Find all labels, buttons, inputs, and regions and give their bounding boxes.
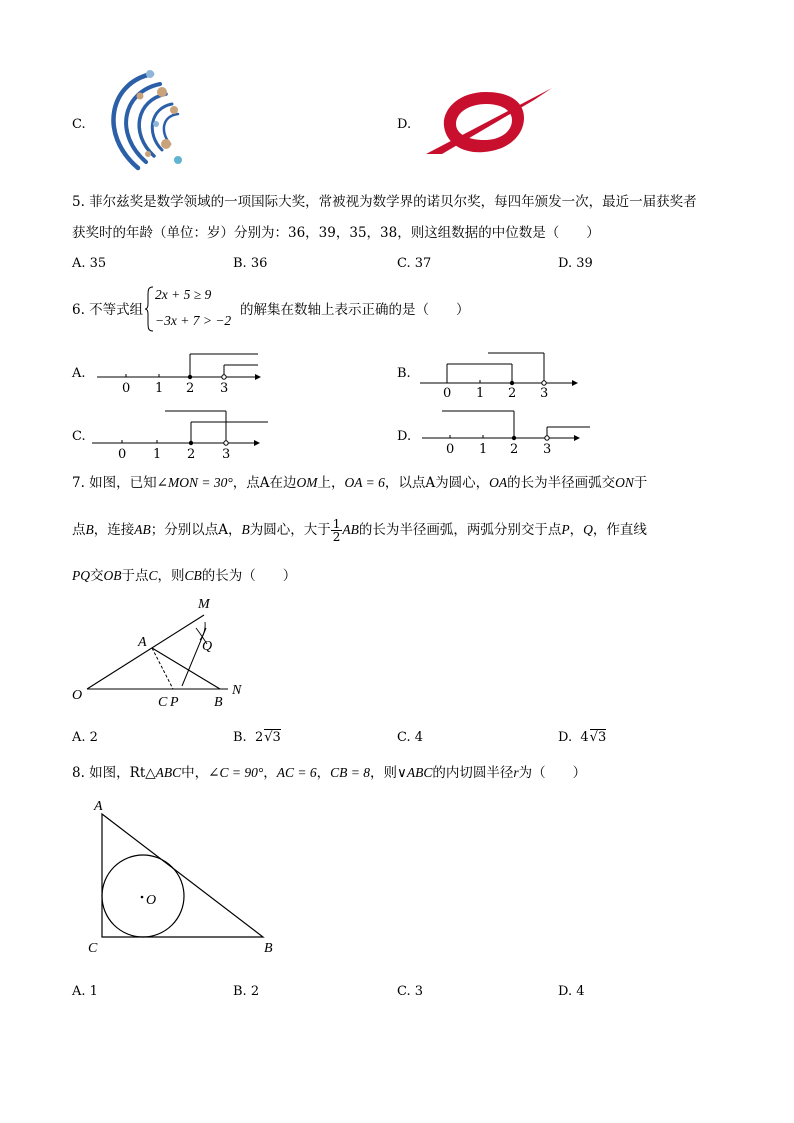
q7-fig-label-a: A — [138, 635, 147, 650]
q8-fig-label-o: O — [146, 893, 157, 908]
q6-option-d-label: D. — [397, 429, 412, 444]
q7-option-b: B. 2√3 — [233, 730, 281, 745]
q6-d-tick-3: 3 — [543, 442, 552, 457]
q7-fraction-half: $\frac{1}{2}$ — [332, 517, 341, 544]
q6-c-tick-1: 1 — [153, 447, 162, 462]
q6-c-tick-0: 0 — [118, 447, 127, 462]
q6-text-prefix: 6. 不等式组 — [72, 302, 144, 318]
q6-inequality-1: 2x + 5 ≥ 9 — [155, 287, 212, 302]
q7-fig-label-p: P — [170, 695, 179, 710]
q6-b-tick-0: 0 — [443, 386, 452, 401]
q7-option-a: A. 2 — [72, 730, 98, 745]
q8-option-c: C. 3 — [397, 984, 424, 999]
q8-option-a: A. 1 — [72, 984, 98, 999]
q6-d-tick-2: 2 — [510, 442, 519, 457]
q6-b-tick-1: 1 — [476, 386, 485, 401]
q7-fig-label-b: B — [214, 695, 223, 710]
q8-option-d: D. 4 — [558, 984, 585, 999]
q8-fig-label-a: A — [94, 799, 103, 814]
q6-a-tick-3: 3 — [220, 381, 229, 396]
q7-fig-label-o: O — [72, 688, 83, 703]
q6-c-tick-2: 2 — [187, 447, 196, 462]
q6-b-tick-3: 3 — [540, 386, 549, 401]
q6-system-brace — [144, 286, 154, 332]
q7-geometry-figure — [68, 592, 258, 714]
q4-option-d-label: D. — [397, 117, 412, 132]
q6-option-a-number-line — [95, 352, 265, 392]
q4-logo-c-image — [92, 64, 208, 180]
q8-fig-label-b: B — [264, 941, 273, 956]
q6-text-suffix: 的解集在数轴上表示正确的是（ ） — [240, 302, 470, 318]
q6-option-b-label: B. — [397, 366, 411, 381]
q8-text-line: 8. 如图，Rt△ABC中，∠C = 90°，AC = 6，CB = 8，则∨ABC的内切圆半径r为（ ） — [72, 765, 587, 781]
q7-fig-label-m: M — [198, 597, 210, 612]
q7-text-line2: 点B，连接AB；分别以点A，B为圆心，大于 $\frac{1}{2}$ AB的长为半径画弧，两弧分别交于点P，Q，作直线 — [72, 517, 647, 544]
q6-inequality-2: −3x + 7 > −2 — [155, 313, 232, 328]
q6-a-tick-0: 0 — [122, 381, 131, 396]
q5-option-a: A. 35 — [72, 256, 107, 271]
q7-option-c: C. 4 — [397, 730, 424, 745]
q5-option-b: B. 36 — [233, 256, 268, 271]
q6-d-tick-1: 1 — [479, 442, 488, 457]
q7-fig-label-q: Q — [202, 639, 213, 654]
q4-option-c-label: C. — [72, 117, 86, 132]
q6-c-tick-3: 3 — [222, 447, 231, 462]
q8-fig-label-c: C — [88, 941, 98, 956]
q6-d-tick-0: 0 — [446, 442, 455, 457]
q5-option-c: C. 37 — [397, 256, 432, 271]
q8-option-b: B. 2 — [233, 984, 260, 999]
q6-a-tick-1: 1 — [155, 381, 164, 396]
q7-text-line3: PQ交OB于点C，则CB的长为（ ） — [72, 568, 297, 584]
q6-a-tick-2: 2 — [186, 381, 195, 396]
q6-option-c-number-line — [90, 410, 270, 450]
q7-option-d: D. 4√3 — [558, 730, 607, 745]
q8-triangle-figure — [86, 796, 286, 960]
q6-b-tick-2: 2 — [508, 386, 517, 401]
q5-option-d: D. 39 — [558, 256, 593, 271]
q7-fig-label-c: C — [158, 695, 168, 710]
q6-option-a-label: A. — [72, 366, 86, 381]
q7-fig-label-n: N — [232, 683, 242, 698]
q7-text-line1: 7. 如图，已知∠MON = 30°，点A在边OM上，OA = 6，以点A为圆心，OA的长为半径画弧交ON于 — [72, 475, 648, 491]
q6-option-c-label: C. — [72, 429, 86, 444]
q5-text-line2: 获奖时的年龄（单位：岁）分别为：36，39，35，38，则这组数据的中位数是（ ） — [72, 225, 600, 241]
q5-text-line1: 5. 菲尔兹奖是数学领域的一项国际大奖，常被视为数学界的诺贝尔奖，每四年颁发一次，最近一届获奖者 — [72, 194, 697, 210]
q4-logo-d-image — [424, 84, 554, 158]
